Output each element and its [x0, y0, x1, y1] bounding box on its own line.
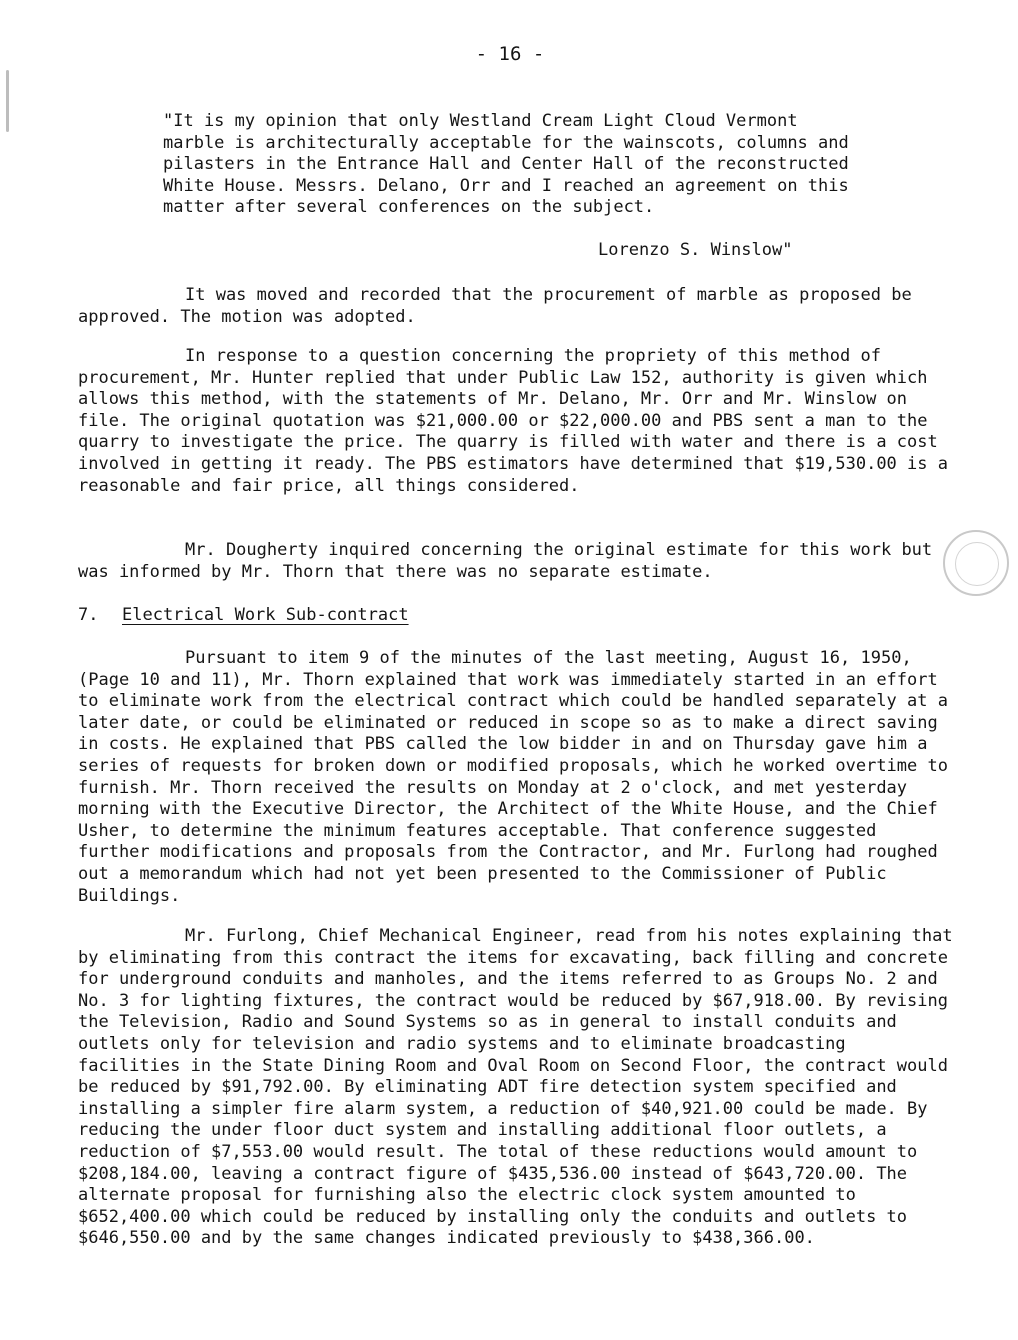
section-title: Electrical Work Sub-contract: [122, 605, 409, 625]
paragraph-motion: It was moved and recorded that the procurement of marble as proposed be approved. The motion was adopted.: [78, 285, 912, 327]
paragraph-reductions: Mr. Furlong, Chief Mechanical Engineer, read from his notes explaining that by eliminating from this contract the items for excavating, back filling and concrete for underground conduits and manholes, and the items referred to as Groups No. 2 and No. 3 for lighting fixtures, the contract would be reduced by $67,918.00. By revising the Television, Radio and Sound Systems so as in general to install conduits and outlets only for television and radio systems and to eliminate broadcasting facilities in the State Dining Room and Oval Room on Second Floor, the contract would be reduced by $91,792.00. By eliminating ADT fire detection system specified and installing a simpler fire alarm system, a reduction of $40,921.00 could be made. By reducing the under floor duct system and installing additional floor outlets, a reduction of $7,553.00 would result. The total of these reductions would amount to $208,184.00, leaving a contract figure of $435,536.00 instead of $643,720.00. The alternate proposal for furnishing also the electric clock system amounted to $652,400.00 which could be reduced by installing only the conduits and outlets to $646,550.00 and by the same changes indicated previously to $438,366.00.: [78, 926, 953, 1249]
section-number: 7.: [78, 605, 99, 625]
library-stamp-seal: [955, 542, 999, 586]
paragraph-estimate: Mr. Dougherty inquired concerning the original estimate for this work but was informed by Mr. Thorn that there was no separate estimate.: [78, 540, 933, 582]
margin-mark: [6, 70, 9, 132]
quote-signature: Lorenzo S. Winslow": [598, 240, 793, 260]
page-number: - 16 -: [475, 43, 545, 65]
library-stamp: [943, 530, 1009, 596]
paragraph-electrical-contract: Pursuant to item 9 of the minutes of the last meeting, August 16, 1950, (Page 10 and 11), Mr. Thorn explained that work was immediately started in an effort to eliminate work from the electrical contract which could be handled separately at a later date, or could be eliminated or reduced in scope so as to make a direct saving in costs. He explained that PBS called the low bidder in and on Thursday gave him a series of requests for broken down or modified proposals, which he worked overtime to furnish. Mr. Thorn received the results on Monday at 2 o'clock, and met yesterday morning with the Executive Director, the Architect of the White House, and the Chief Usher, to determine the minimum features acceptable. That conference suggested further modifications and proposals from the Contractor, and Mr. Furlong had roughed out a memorandum which had not yet been presented to the Commissioner of Public Buildings.: [78, 648, 948, 906]
quoted-statement: "It is my opinion that only Westland Cream Light Cloud Vermont marble is architecturally acceptable for the wainscots, columns and pilasters in the Entrance Hall and Center Hall of the reconstructed White House. Messrs. Delano, Orr and I reached an agreement on this matter after several conferences on the subject.: [163, 111, 849, 218]
paragraph-procurement: In response to a question concerning the propriety of this method of procurement, Mr. Hunter replied that under Public Law 152, authority is given which allows this method, with the statements of Mr. Delano, Mr. Orr and Mr. Winslow on file. The original quotation was $21,000.00 or $22,000.00 and PBS sent a man to the quarry to investigate the price. The quarry is filled with water and there is a cost involved in getting it ready. The PBS estimators have determined that $19,530.00 is a reasonable and fair price, all things considered.: [78, 346, 948, 496]
section-heading: [78, 605, 678, 627]
